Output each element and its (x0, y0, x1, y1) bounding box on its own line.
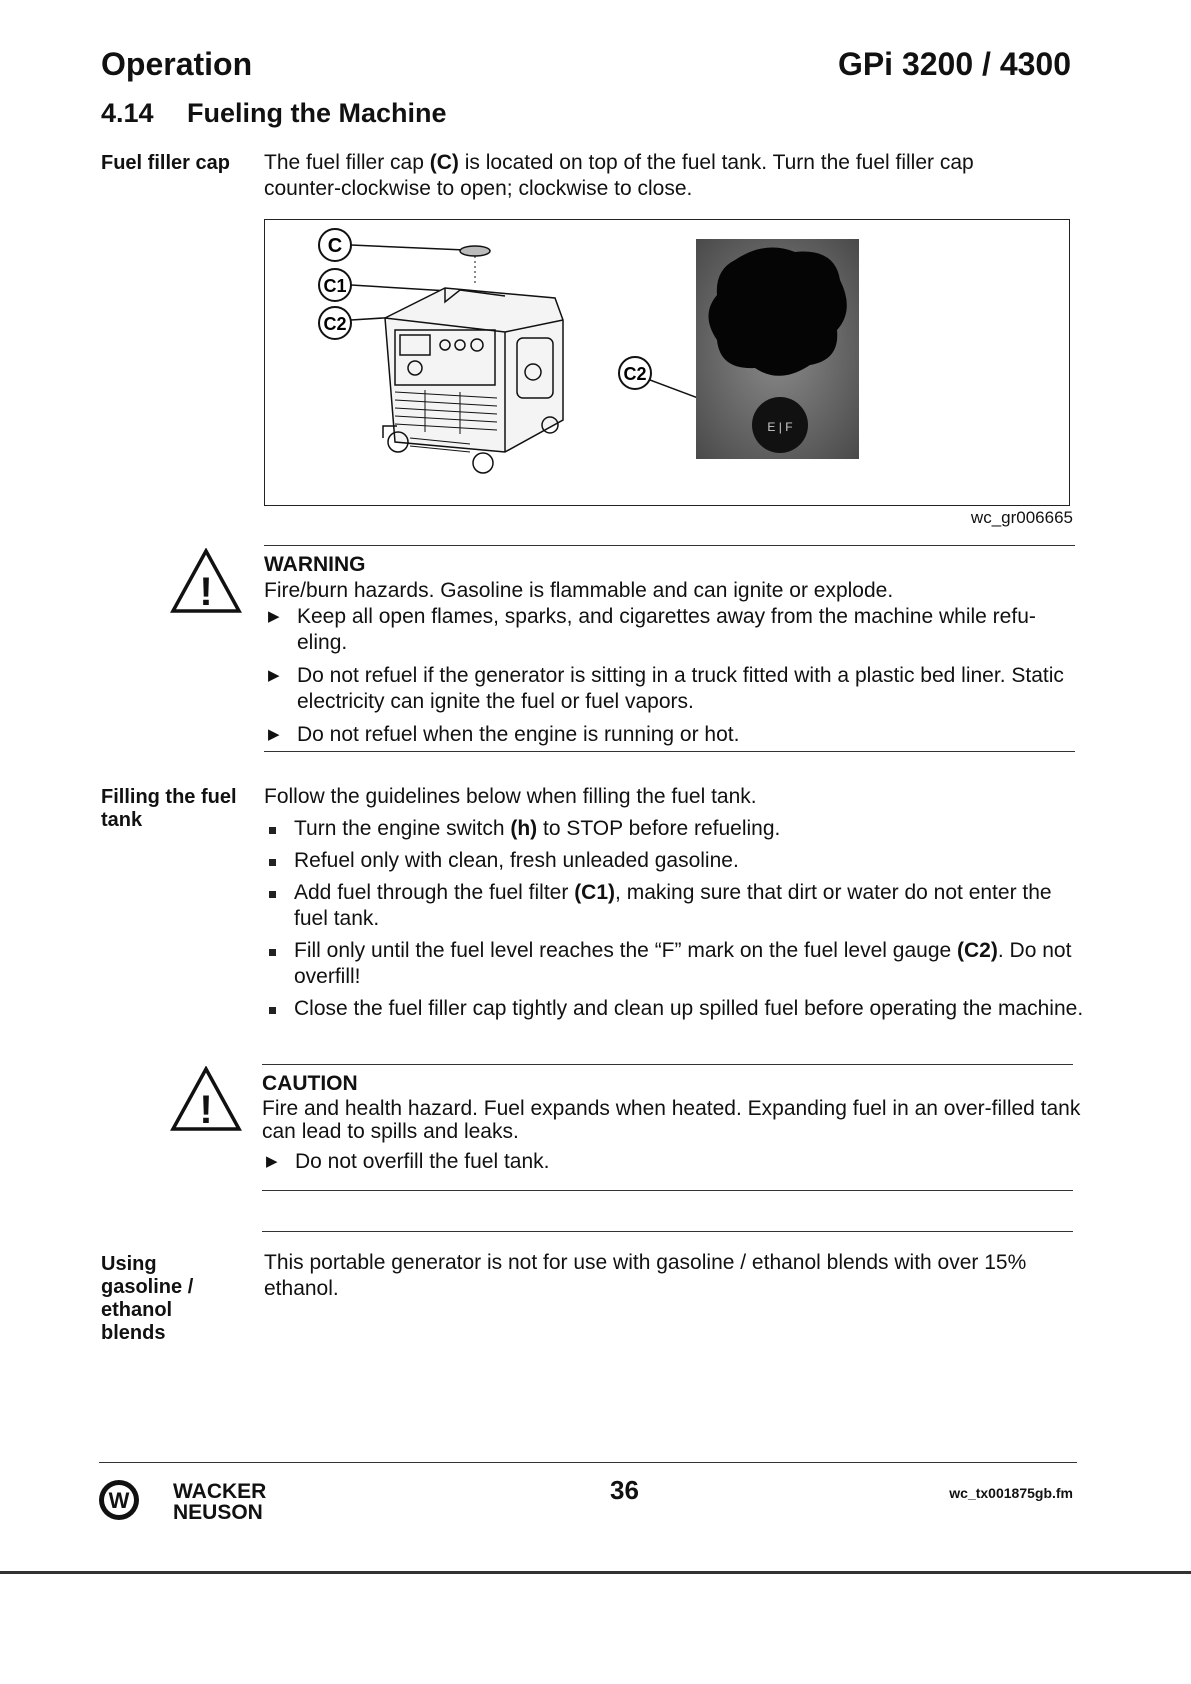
caution-list (262, 1149, 1082, 1175)
gauge-marks: E | F (767, 420, 793, 434)
brand-line1: WACKER (173, 1480, 267, 1503)
fuel-gauge-photo (696, 239, 859, 459)
text: Add fuel through the fuel filter (294, 881, 575, 904)
callout-label: C2 (623, 364, 647, 384)
brand-line2: NEUSON (173, 1501, 263, 1524)
list-item (264, 816, 1084, 842)
text: Turn the engine switch (294, 817, 511, 840)
caution-title: CAUTION (262, 1072, 358, 1095)
callout-label: C1 (323, 276, 347, 296)
list-item: ▶ Do not refuel if the generator is sitting in a truck fitted with a plastic bed liner. Static electricity can ignite the fuel or fuel vapors. (264, 663, 1084, 715)
ref-c2: (C2) (957, 939, 998, 962)
svg-text:!: ! (199, 1088, 213, 1132)
svg-text:!: ! (199, 570, 213, 614)
text: . Do not overfill! (294, 939, 1072, 988)
callout-c (319, 229, 465, 261)
warning-top-rule (264, 545, 1075, 546)
list-item: Close the fuel filler cap tightly and clean up spilled fuel before operating the machine. (264, 996, 1084, 1022)
ref-c1: (C1) (574, 881, 616, 904)
scan-bottom-rule (0, 1571, 1191, 1574)
warning-block (264, 552, 1084, 755)
logo-letter: W (108, 1488, 130, 1513)
filling-list (264, 816, 1084, 1022)
ref-c: (C) (429, 151, 459, 174)
warning-title: WARNING (264, 553, 366, 576)
warning-list (264, 604, 1084, 748)
footer-rule (99, 1462, 1077, 1463)
text: is located on top of the fuel tank. Turn the fuel filler cap counter-clockwise to open; clockwise to close. (264, 151, 974, 200)
section-title (101, 98, 447, 129)
gauge-mark-f: F (785, 420, 793, 434)
list-item: Refuel only with clean, fresh unleaded gasoline. (264, 848, 1084, 874)
caution-triangle-icon (170, 1066, 242, 1132)
ethanol-text: This portable generator is not for use with gasoline / ethanol blends with over 15% ethanol. (264, 1251, 1027, 1300)
list-item: ▶ Do not refuel when the engine is running or hot. (264, 722, 1084, 748)
caution-intro: Fire and health hazard. Fuel expands when heated. Expanding fuel in an over-filled tank can lead to spills and leaks. (262, 1097, 1081, 1143)
footer-file-id: wc_tx001875gb.fm (949, 1485, 1073, 1501)
figure-illustration (265, 220, 1069, 505)
fuel-cap-shape (460, 246, 490, 256)
caution-bottom-rule (262, 1190, 1073, 1191)
divider-rule (262, 1231, 1073, 1232)
caution-top-rule (262, 1064, 1073, 1065)
text: to STOP before refueling. (537, 817, 781, 840)
figure-generator-fuel-cap (264, 219, 1070, 506)
figure-id: wc_gr006665 (970, 508, 1073, 527)
header-chapter: Operation (101, 46, 253, 82)
list-item: ▶ Do not overfill the fuel tank. (262, 1149, 1082, 1175)
callout-label: C2 (323, 314, 347, 334)
warning-triangle-icon (170, 548, 242, 614)
section-number: 4.14 (101, 98, 154, 128)
list-item (264, 938, 1084, 990)
list-item: ▶ Keep all open flames, sparks, and cigarettes away from the machine while refu-eling. (264, 604, 1084, 656)
warning-intro: Fire/burn hazards. Gasoline is flammable and can ignite or explode. (264, 579, 894, 602)
ref-h: (h) (510, 817, 538, 840)
callout-label: C (327, 235, 343, 257)
text: The fuel filler cap (264, 151, 430, 174)
generator-drawing (383, 288, 563, 473)
wacker-neuson-logo (97, 1474, 317, 1524)
filling-block (264, 784, 1084, 1028)
side-label-filling-fuel-tank: Filling the fuel tank (101, 786, 237, 831)
gauge-mark-e: E (767, 420, 776, 434)
caution-block (262, 1071, 1082, 1182)
list-item (264, 880, 1084, 932)
text: , making sure that dirt or water do not enter the fuel tank. (294, 881, 1052, 930)
brand-logo-icon (97, 1474, 317, 1524)
side-label-ethanol-blends: Using gasoline / ethanol blends (101, 1253, 194, 1344)
page-number: 36 (610, 1475, 639, 1505)
header-model: GPi 3200 / 4300 (837, 46, 1071, 82)
warning-bottom-rule (264, 751, 1075, 752)
section-title-text: Fueling the Machine (187, 98, 447, 128)
filling-intro: Follow the guidelines below when filling the fuel tank. (264, 785, 757, 808)
fuel-filler-cap-text (264, 150, 1054, 202)
side-label-fuel-filler-cap: Fuel filler cap (101, 152, 230, 174)
text: Fill only until the fuel level reaches the “F” mark on the fuel level gauge (294, 939, 958, 962)
